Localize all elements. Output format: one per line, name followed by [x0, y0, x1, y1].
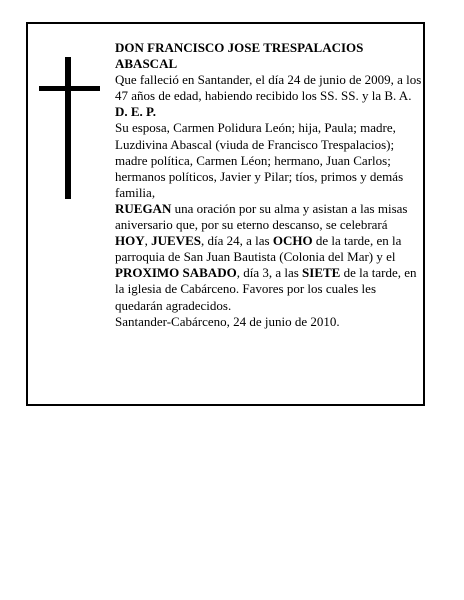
ruegan-word: RUEGAN	[115, 200, 172, 216]
cross-horizontal-bar	[39, 86, 100, 91]
prayer-request: RUEGAN una oración por su alma y asistan a las misas aniversario que, por su eterno descanso, se celebrará HOY, JUEVES, día 24, a las OCHO de la tarde, en la parroquia de San Juan Bautista (Colonia del Mar) y el PROXIMO SABADO, día 3, a las SIETE de la tarde, en la iglesia de Cabárceno. Favores por los cuales les quedarán agradecidos.	[115, 200, 417, 313]
jueves-word: JUEVES	[151, 233, 201, 249]
proximo-sabado-word: PROXIMO SABADO	[115, 265, 237, 281]
dep-abbreviation: D. E. P.	[115, 104, 157, 120]
notice-text	[115, 40, 423, 330]
death-info: Que falleció en Santander, el día 24 de junio de 2009, a los 47 años de edad, habiendo recibido los SS. SS. y la B. A.	[115, 72, 422, 104]
deceased-name: DON FRANCISCO JOSE TRESPALACIOS ABASCAL	[115, 40, 364, 72]
place-date: Santander-Cabárceno, 24 de junio de 2010.	[115, 313, 340, 329]
cross-vertical-bar	[65, 57, 71, 199]
hoy-word: HOY	[115, 233, 145, 249]
family-list: Su esposa, Carmen Polidura León; hija, Paula; madre, Luzdivina Abascal (viuda de Francisco Trespalacios); madre política, Carmen Léon; hermano, Juan Carlos; hermanos políticos, Javier y Pilar; tíos, primos y demás familia,	[115, 120, 404, 200]
obituary-notice	[26, 22, 425, 406]
cross-icon	[39, 57, 100, 199]
siete-word: SIETE	[302, 265, 341, 281]
ocho-word: OCHO	[272, 233, 313, 249]
